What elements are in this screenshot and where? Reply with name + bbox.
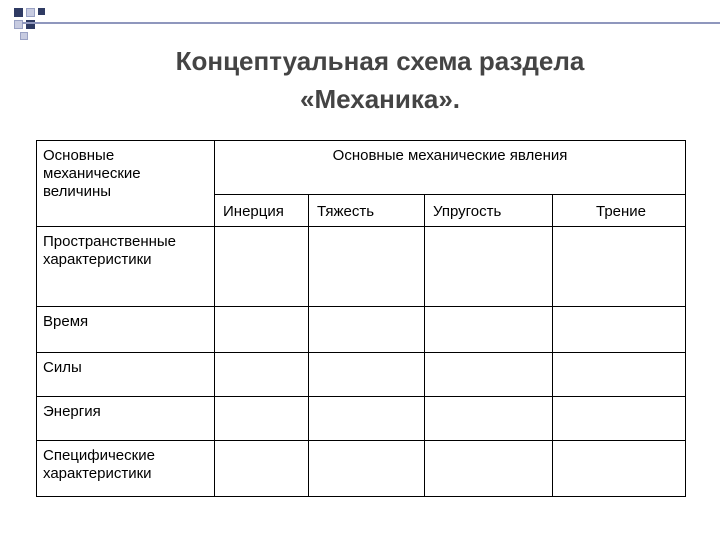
deco-divider-line: [22, 22, 720, 24]
table-row: [37, 307, 686, 353]
quantity-label: Энергия: [43, 403, 101, 420]
table-row: [37, 353, 686, 397]
quantity-cell: [37, 397, 215, 441]
phenomena-header: Основные механические явления: [332, 147, 568, 164]
phenomenon-label: Тяжесть: [317, 203, 375, 220]
empty-cell: [215, 307, 309, 353]
phenomenon-label: Инерция: [223, 203, 284, 220]
title-line-1: Концептуальная схема раздела: [175, 46, 585, 76]
empty-cell: [553, 227, 686, 307]
quantity-cell: [37, 227, 215, 307]
corner-label: Основные механические величины: [43, 147, 141, 200]
deco-square-light: [26, 8, 35, 17]
empty-cell: [215, 441, 309, 497]
empty-cell: [309, 441, 425, 497]
quantity-label: Время: [43, 313, 89, 330]
phenomenon-cell: [553, 195, 686, 227]
phenomenon-cell: [215, 195, 309, 227]
phenomena-header-cell: [215, 141, 686, 195]
empty-cell: [553, 397, 686, 441]
empty-cell: [309, 397, 425, 441]
empty-cell: [309, 227, 425, 307]
empty-cell: [215, 397, 309, 441]
empty-cell: [553, 307, 686, 353]
quantity-cell: [37, 307, 215, 353]
empty-cell: [553, 441, 686, 497]
concept-scheme-table: [36, 140, 686, 497]
empty-cell: [425, 307, 553, 353]
empty-cell: [215, 353, 309, 397]
quantity-label: Силы: [43, 359, 82, 376]
quantity-label: Пространственные характеристики: [43, 233, 177, 268]
empty-cell: [309, 307, 425, 353]
deco-square-dark: [38, 8, 45, 15]
deco-square-light: [20, 32, 28, 40]
empty-cell: [425, 353, 553, 397]
phenomenon-cell: [309, 195, 425, 227]
table-row: [37, 227, 686, 307]
empty-cell: [425, 397, 553, 441]
quantity-label: Специфические характеристики: [43, 447, 155, 482]
quantity-cell: [37, 353, 215, 397]
page-title: [60, 42, 700, 118]
corner-cell: [37, 141, 215, 227]
quantity-cell: [37, 441, 215, 497]
phenomenon-label: Упругость: [433, 203, 502, 220]
phenomenon-cell: [425, 195, 553, 227]
empty-cell: [215, 227, 309, 307]
deco-square-dark: [14, 8, 23, 17]
table-header-row: [37, 141, 686, 195]
title-line-2: «Механика».: [300, 84, 460, 114]
phenomenon-label: Трение: [596, 203, 647, 220]
table-row: [37, 441, 686, 497]
empty-cell: [425, 441, 553, 497]
empty-cell: [425, 227, 553, 307]
empty-cell: [553, 353, 686, 397]
table-row: [37, 397, 686, 441]
empty-cell: [309, 353, 425, 397]
